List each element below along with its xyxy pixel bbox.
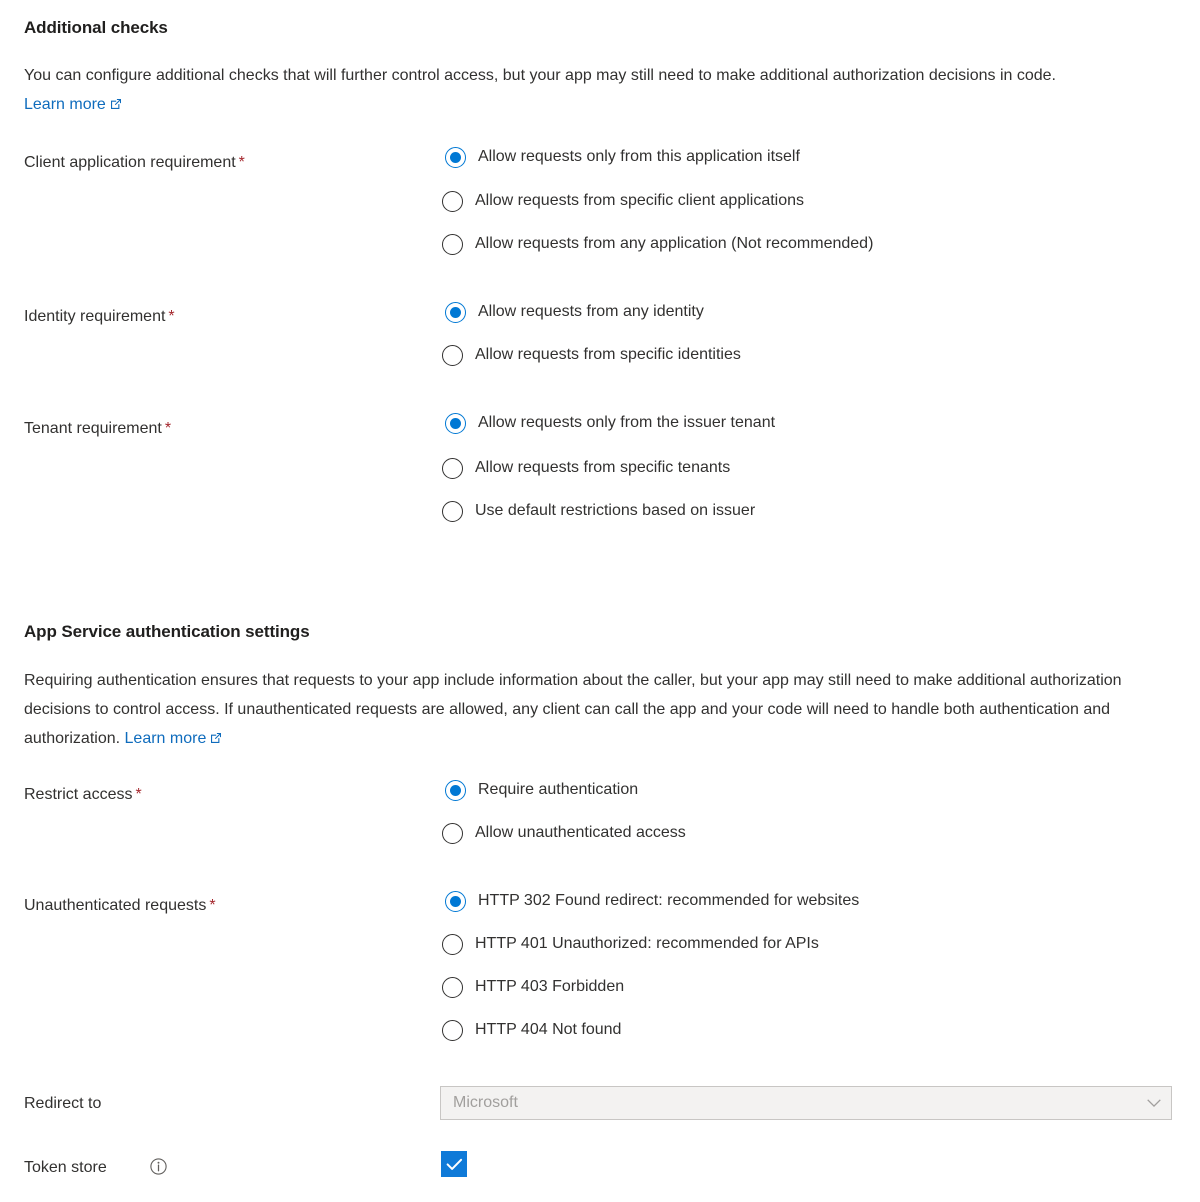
radio-client-app-any-application[interactable]: [442, 232, 873, 256]
label-redirect-to: [24, 1093, 101, 1115]
label-tenant-requirement: [24, 418, 171, 440]
radio-label: Use default restrictions based on issuer: [475, 502, 756, 519]
app-service-auth-description: [24, 666, 1184, 753]
radio-identity-specific-identities[interactable]: [442, 343, 741, 367]
radio-unauth-http-401[interactable]: [442, 932, 819, 956]
label-text: Client application requirement: [24, 154, 236, 171]
radio-unauth-http-302[interactable]: [445, 889, 859, 913]
radio-restrict-access-allow-unauthenticated[interactable]: [442, 821, 686, 845]
label-unauthenticated-requests: [24, 895, 216, 917]
radio-mark-icon: [442, 234, 463, 255]
chevron-down-icon: [1147, 1099, 1161, 1108]
required-asterisk: *: [209, 897, 216, 914]
info-icon[interactable]: [150, 1158, 167, 1175]
radio-label: Allow requests from any application (Not recommended): [475, 235, 874, 252]
learn-more-link-additional-checks[interactable]: [24, 96, 122, 113]
radio-tenant-issuer-tenant-only[interactable]: [445, 411, 775, 435]
label-identity-requirement: [24, 306, 175, 328]
label-text: Restrict access: [24, 786, 133, 803]
external-link-icon: [210, 732, 222, 744]
radio-label: Require authentication: [478, 781, 639, 798]
page-title-additional-checks: Additional checks: [24, 18, 168, 37]
checkmark-icon: [446, 1158, 463, 1171]
radio-client-app-this-application-itself[interactable]: [445, 145, 800, 169]
required-asterisk: *: [238, 154, 245, 171]
label-text: Unauthenticated requests: [24, 897, 207, 914]
radio-mark-icon: [442, 191, 463, 212]
radio-mark-icon: [445, 413, 466, 434]
label-restrict-access: [24, 784, 142, 806]
required-asterisk: *: [135, 786, 142, 803]
learn-more-label: Learn more: [124, 730, 207, 747]
radio-mark-icon: [445, 891, 466, 912]
radio-mark-icon: [442, 458, 463, 479]
radio-mark-icon: [442, 977, 463, 998]
radio-mark-icon: [442, 345, 463, 366]
radio-label: Allow requests from any identity: [478, 303, 704, 320]
label-text: Token store: [24, 1159, 107, 1176]
radio-label: HTTP 403 Forbidden: [475, 978, 625, 995]
radio-unauth-http-404[interactable]: [442, 1018, 621, 1042]
radio-mark-icon: [442, 823, 463, 844]
radio-tenant-default-restrictions[interactable]: [442, 499, 755, 523]
label-text: Identity requirement: [24, 308, 166, 325]
radio-mark-icon: [445, 780, 466, 801]
radio-mark-icon: [442, 934, 463, 955]
redirect-to-selected-value: Microsoft: [453, 1094, 518, 1111]
radio-label: Allow requests from specific identities: [475, 346, 741, 363]
radio-label: HTTP 404 Not found: [475, 1021, 622, 1038]
label-token-store: [24, 1157, 107, 1179]
required-asterisk: *: [164, 420, 172, 437]
required-asterisk: *: [168, 308, 175, 325]
radio-unauth-http-403[interactable]: [442, 975, 624, 999]
additional-checks-description: [24, 61, 1139, 119]
external-link-icon: [110, 98, 122, 110]
radio-client-app-specific-client-applications[interactable]: [442, 189, 804, 213]
radio-mark-icon: [442, 1020, 463, 1041]
radio-label: HTTP 302 Found redirect: recommended for websites: [478, 892, 860, 909]
additional-checks-description-text: You can configure additional checks that will further control access, but your app may still need to make additional authorization decisions in code.: [24, 67, 1056, 84]
radio-mark-icon: [445, 147, 466, 168]
radio-label: HTTP 401 Unauthorized: recommended for APIs: [475, 935, 819, 952]
learn-more-label: Learn more: [24, 96, 106, 113]
radio-restrict-access-require-authentication[interactable]: [445, 778, 638, 802]
app-service-auth-description-text: Requiring authentication ensures that requests to your app include information about the caller, but your app may still need to make additional authorization decisions to control access. If unauthenticated requests are allowed, any client can call the app and your code will need to handle both authentication and authorization.: [24, 672, 1122, 747]
radio-label: Allow requests only from the issuer tenant: [478, 414, 776, 431]
radio-label: Allow unauthenticated access: [475, 824, 686, 841]
learn-more-link-app-service-auth[interactable]: [125, 730, 223, 747]
radio-label: Allow requests only from this application itself: [478, 148, 800, 165]
radio-label: Allow requests from specific tenants: [475, 459, 731, 476]
radio-mark-icon: [445, 302, 466, 323]
radio-mark-icon: [442, 501, 463, 522]
radio-identity-any-identity[interactable]: [445, 300, 704, 324]
radio-label: Allow requests from specific client applications: [475, 192, 805, 209]
page-title-app-service-authentication-settings: App Service authentication settings: [24, 622, 310, 641]
redirect-to-dropdown[interactable]: [440, 1086, 1172, 1120]
label-client-application-requirement: [24, 152, 245, 174]
radio-tenant-specific-tenants[interactable]: [442, 456, 730, 480]
label-text: Redirect to: [24, 1095, 102, 1112]
token-store-checkbox[interactable]: [441, 1151, 467, 1177]
label-text: Tenant requirement: [24, 420, 162, 437]
